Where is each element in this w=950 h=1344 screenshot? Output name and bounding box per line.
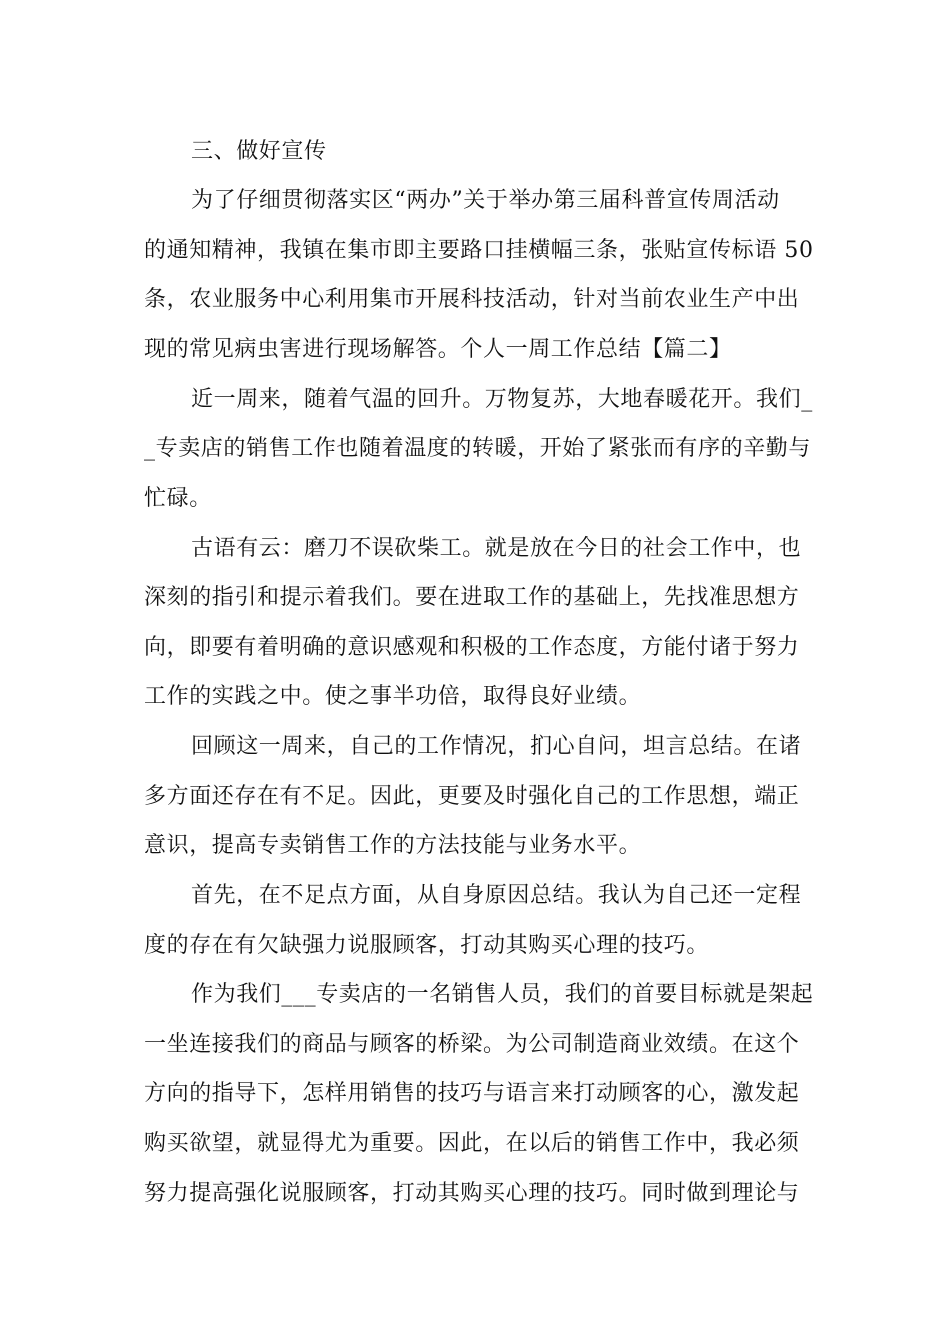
paragraph-line: 购买欲望，就显得尤为重要。因此，在以后的销售工作中，我必须 <box>144 1131 800 1156</box>
paragraph-line: 近一周来，随着气温的回升。万物复苏，大地春暖花开。我们_ <box>191 387 813 412</box>
paragraph-line: 的通知精神，我镇在集市即主要路口挂横幅三条，张贴宣传标语 50 <box>144 238 814 263</box>
paragraph-line: 向，即要有着明确的意识感观和积极的工作态度，方能付诸于努力 <box>144 635 800 660</box>
paragraph-line: 努力提高强化说服顾客，打动其购买心理的技巧。同时做到理论与 <box>144 1181 800 1206</box>
paragraph-line: 古语有云：磨刀不误砍柴工。就是放在今日的社会工作中，也 <box>191 536 802 561</box>
paragraph-line: 工作的实践之中。使之事半功倍，取得良好业绩。 <box>144 684 642 709</box>
paragraph-line: 方向的指导下，怎样用销售的技巧与语言来打动顾客的心，激发起 <box>144 1081 800 1106</box>
section-heading: 三、做好宣传 <box>191 139 327 164</box>
paragraph-line: 首先，在不足点方面，从自身原因总结。我认为自己还一定程 <box>191 883 802 908</box>
paragraph-line: 一坐连接我们的商品与顾客的桥梁。为公司制造商业效绩。在这个 <box>144 1032 800 1057</box>
paragraph-line: 度的存在有欠缺强力说服顾客，打动其购买心理的技巧。 <box>144 933 710 958</box>
paragraph-line: 作为我们___专卖店的一名销售人员，我们的首要目标就是架起 <box>191 982 814 1007</box>
paragraph-line: 为了仔细贯彻落实区“两办”关于举办第三届科普宣传周活动 <box>191 188 780 213</box>
paragraph-line: 条，农业服务中心利用集市开展科技活动，针对当前农业生产中出 <box>144 287 800 312</box>
paragraph-line: 深刻的指引和提示着我们。要在进取工作的基础上，先找准思想方 <box>144 585 800 610</box>
paragraph-line: 意识，提高专卖销售工作的方法技能与业务水平。 <box>144 833 642 858</box>
paragraph-line: 现的常见病虫害进行现场解答。个人一周工作总结【篇二】 <box>144 337 732 362</box>
paragraph-line: 忙碌。 <box>144 486 212 511</box>
paragraph-line: _专卖店的销售工作也随着温度的转暖，开始了紧张而有序的辛勤与 <box>144 436 812 461</box>
paragraph-line: 回顾这一周来，自己的工作情况，扪心自问，坦言总结。在诸 <box>191 734 802 759</box>
paragraph-line: 多方面还存在有不足。因此，更要及时强化自己的工作思想，端正 <box>144 784 800 809</box>
